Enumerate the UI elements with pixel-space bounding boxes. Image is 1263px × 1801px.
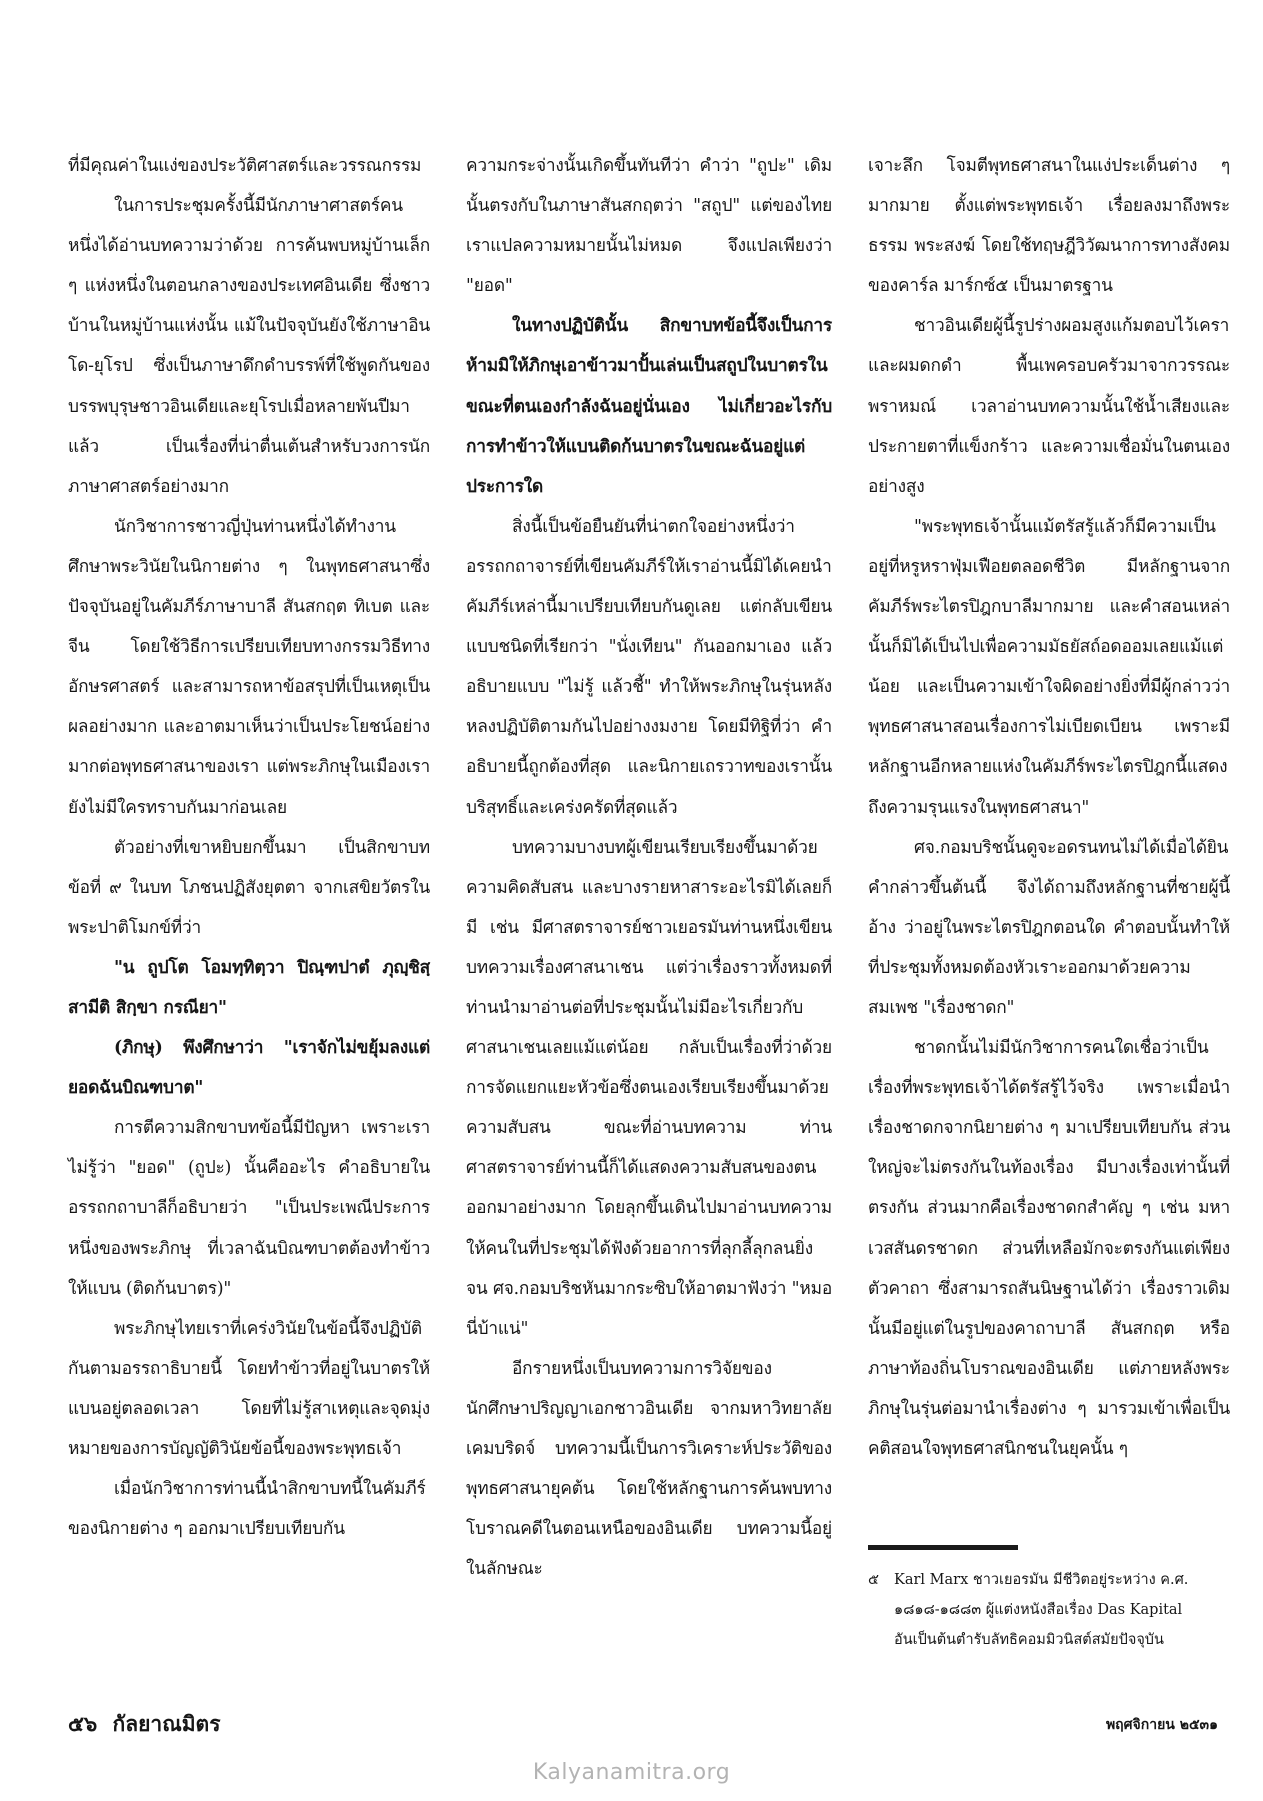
footnote-line-1: Karl Marx ชาวเยอรมัน มีชีวิตอยู่ระหว่าง ค.ศ.: [894, 1572, 1189, 1588]
paragraph: เจาะลึก โจมตีพุทธศาสนาในแง่ประเด็นต่าง ๆ มากมาย ตั้งแต่พระพุทธเจ้า เรื่อยลงมาถึงพระธรรม พระสงฆ์ โดยใช้ทฤษฎีวิวัฒนาการทางสังคมของคาร์ล มาร์กซ์๕ เป็นมาตรฐาน: [868, 156, 1230, 297]
paragraph: ที่มีคุณค่าในแง่ของประวัติศาสตร์และวรรณกรรม: [68, 156, 422, 176]
column-middle: [466, 146, 832, 1589]
paragraph: เมื่อนักวิชาการท่านนี้นำสิกขาบทนี้ในคัมภีร์ของนิกายต่าง ๆ ออกมาเปรียบเทียบกัน: [68, 1479, 426, 1540]
footnote-mark: ๕: [868, 1572, 879, 1588]
paragraph: พระภิกษุไทยเราที่เคร่งวินัยในข้อนี้จึงปฏิบัติกันตามอรรถาธิบายนี้ โดยทำข้าวที่อยู่ในบาตรให้แบนอยู่ตลอดเวลา โดยที่ไม่รู้สาเหตุและจุดมุ่งหมายของการบัญญัติวินัยข้อนี้ของพระพุทธเจ้า: [68, 1318, 430, 1459]
paragraph: ตัวอย่างที่เขาหยิบยกขึ้นมา เป็นสิกขาบท ข้อที่ ๙ ในบท โภชนปฏิสังยุตตา จากเสขิยวัตรในพระปาติโมกข์ที่ว่า: [68, 837, 430, 938]
paragraph: ศจ.กอมบริชนั้นดูจะอดรนทนไม่ได้เมื่อได้ยินคำกล่าวขึ้นต้นนี้ จึงได้ถามถึงหลักฐานที่ชายผู้นี้อ้าง ว่าอยู่ในพระไตรปิฎกตอนใด คำตอบนั้นทำให้ที่ประชุมทั้งหมดต้องหัวเราะออกมาด้วยความสมเพช "เรื่องชาดก": [868, 837, 1230, 1018]
paragraph: (ภิกษุ) พึงศึกษาว่า "เราจักไม่ขยุ้มลงแต่ยอดฉันบิณฑบาต": [68, 1038, 430, 1099]
paragraph: ความกระจ่างนั้นเกิดขึ้นทันทีว่า คำว่า "ถูปะ" เดิมนั้นตรงกับในภาษาสันสกฤตว่า "สถูป" แต่ของไทยเราแปลความหมายนั้นไม่หมด จึงแปลเพียงว่า "ยอด": [466, 156, 832, 297]
paragraph: "พระพุทธเจ้านั้นแม้ตรัสรู้แล้วก็มีความเป็นอยู่ที่หรูหราฟุ่มเฟือยตลอดชีวิต มีหลักฐานจากคัมภีร์พระไตรปิฎกบาลีมากมาย และคำสอนเหล่านั้นก็มิได้เป็นไปเพื่อความมัธยัสถ์อดออมเลยแม้แต่น้อย และเป็นความเข้าใจผิดอย่างยิ่งที่มีผู้กล่าวว่าพุทธศาสนาสอนเรื่องการไม่เบียดเบียน เพราะมีหลักฐานอีกหลายแห่งในคัมภีร์พระไตรปิฎกนี้แสดงถึงความรุนแรงในพุทธศาสนา": [868, 516, 1230, 818]
paragraph: การตีความสิกขาบทข้อนี้มีปัญหา เพราะเราไม่รู้ว่า "ยอด" (ถูปะ) นั้นคืออะไร คำอธิบายในอรรถกถาบาลีก็อธิบายว่า "เป็นประเพณีประการหนึ่งของพระภิกษุ ที่เวลาฉันบิณฑบาตต้องทำข้าวให้แบน (ติดก้นบาตร)": [68, 1118, 430, 1299]
footnote: [868, 1565, 1230, 1655]
footnote-line-3: อันเป็นต้นตำรับลัทธิคอมมิวนิสต์สมัยปัจจุบัน: [894, 1632, 1164, 1648]
footnote-divider: [868, 1545, 1018, 1550]
paragraph: นักวิชาการชาวญี่ปุ่นท่านหนึ่งได้ทำงานศึกษาพระวินัยในนิกายต่าง ๆ ในพุทธศาสนาซึ่งปัจจุบันอยู่ในคัมภีร์ภาษาบาลี สันสกฤต ทิเบต และจีน โดยใช้วิธีการเปรียบเทียบทางกรรมวิธีทางอักษรศาสตร์ และสามารถหาข้อสรุปที่เป็นเหตุเป็นผลอย่างมาก และอาตมาเห็นว่าเป็นประโยชน์อย่างมากต่อพุทธศาสนาของเรา แต่พระภิกษุในเมืองเรายังไม่มีใครทราบกันมาก่อนเลย: [68, 516, 430, 818]
page-number: ๕๖: [68, 1711, 98, 1736]
paragraph: สิ่งนี้เป็นข้อยืนยันที่น่าตกใจอย่างหนึ่งว่า อรรถกถาจารย์ที่เขียนคัมภีร์ให้เราอ่านนี้มิได้เคยนำคัมภีร์เหล่านี้มาเปรียบเทียบกันดูเลย แต่กลับเขียนแบบชนิดที่เรียกว่า "นั่งเทียน" กันออกมาเอง แล้วอธิบายแบบ "ไม่รู้ แล้วชี้" ทำให้พระภิกษุในรุ่นหลังหลงปฏิบัติตามกันไปอย่างงมงาย โดยมีทิฐิที่ว่า คำอธิบายนี้ถูกต้องที่สุด และนิกายเถรวาทของเรานั้นบริสุทธิ์และเคร่งครัดที่สุดแล้ว: [466, 516, 832, 818]
paragraph: ในทางปฏิบัตินั้น สิกขาบทข้อนี้จึงเป็นการห้ามมิให้ภิกษุเอาข้าวมาปั้นเล่นเป็นสถูปในบาตรในขณะที่ตนเองกำลังฉันอยู่นั่นเอง ไม่เกี่ยวอะไรกับการทำข้าวให้แบนติดก้นบาตรในขณะฉันอยู่แต่ประการใด: [466, 316, 832, 497]
column-right: [868, 146, 1230, 1469]
paragraph: "น ถูปโต โอมทฺทิตฺวา ปิณฺฑปาตํ ภุญฺชิสฺสามีติ สิกฺขา กรณียา": [68, 957, 430, 1018]
paragraph: ชาวอินเดียผู้นี้รูปร่างผอมสูงแก้มตอบไว้เคราและผมดกดำ พื้นเพครอบครัวมาจากวรรณะพราหมณ์ เวลาอ่านบทความนั้นใช้น้ำเสียงและประกายตาที่แข็งกร้าว และความเชื่อมั่นในตนเองอย่างสูง: [868, 316, 1230, 497]
footnote-line-2: ๑๘๑๘-๑๘๘๓ ผู้แต่งหนังสือเรื่อง Das Kapital: [894, 1602, 1183, 1618]
column-left: [68, 146, 430, 1549]
paragraph: ในการประชุมครั้งนี้มีนักภาษาศาสตร์คนหนึ่งได้อ่านบทความว่าด้วย การค้นพบหมู่บ้านเล็ก ๆ แห่งหนึ่งในตอนกลางของประเทศอินเดีย ซึ่งชาวบ้านในหมู่บ้านแห่งนั้น แม้ในปัจจุบันยังใช้ภาษาอินโด-ยุโรป ซึ่งเป็นภาษาดึกดำบรรพ์ที่ใช้พูดกันของบรรพบุรุษชาวอินเดียและยุโรปเมื่อหลายพันปีมาแล้ว เป็นเรื่องที่น่าตื่นเต้นสำหรับวงการนักภาษาศาสตร์อย่างมาก: [68, 196, 430, 497]
footer-left: [68, 1708, 228, 1741]
paragraph: บทความบางบทผู้เขียนเรียบเรียงขึ้นมาด้วยความคิดสับสน และบางรายหาสาระอะไรมิได้เลยก็มี เช่น มีศาสตราจารย์ชาวเยอรมันท่านหนึ่งเขียนบทความเรื่องศาสนาเชน แต่ว่าเรื่องราวทั้งหมดที่ท่านนำมาอ่านต่อที่ประชุมนั้นไม่มีอะไรเกี่ยวกับศาสนาเชนเลยแม้แต่น้อย กลับเป็นเรื่องที่ว่าด้วยการจัดแยกแยะหัวข้อซึ่งตนเองเรียบเรียงขึ้นมาด้วยความสับสน ขณะที่อ่านบทความ ท่านศาสตราจารย์ท่านนี้ก็ได้แสดงความสับสนของตนออกมาอย่างมาก โดยลุกขึ้นเดินไปมาอ่านบทความให้คนในที่ประชุมได้ฟังด้วยอาการที่ลุกลี้ลุกลนยิ่ง จน ศจ.กอมบริชหันมากระซิบให้อาตมาฟังว่า "หมอนี่บ้าแน่": [466, 837, 832, 1339]
paragraph: อีกรายหนึ่งเป็นบทความการวิจัยของนักศึกษาปริญญาเอกชาวอินเดีย จากมหาวิทยาลัยเคมบริดจ์ บทความนี้เป็นการวิเคราะห์ประวัติของพุทธศาสนายุคต้น โดยใช้หลักฐานการค้นพบทางโบราณคดีในตอนเหนือของอินเดีย บทความนี้อยู่ในลักษณะ: [466, 1358, 832, 1580]
paragraph: ชาดกนั้นไม่มีนักวิชาการคนใดเชื่อว่าเป็นเรื่องที่พระพุทธเจ้าได้ตรัสรู้ไว้จริง เพราะเมื่อนำเรื่องชาดกจากนิยายต่าง ๆ มาเปรียบเทียบกัน ส่วนใหญ่จะไม่ตรงกันในท้องเรื่อง มีบางเรื่องเท่านั้นที่ตรงกัน ส่วนมากคือเรื่องชาดกสำคัญ ๆ เช่น มหาเวสสันดรชาดก ส่วนที่เหลือมักจะตรงกันแต่เพียงตัวคาถา ซึ่งสามารถสันนิษฐานได้ว่า เรื่องราวเดิมนั้นมีอยู่แต่ในรูปของคาถาบาลี สันสกฤต หรือภาษาท้องถิ่นโบราณของอินเดีย แต่ภายหลังพระภิกษุในรุ่นต่อมานำเรื่องต่าง ๆ มารวมเข้าเพื่อเป็นคติสอนใจพุทธศาสนิกชนในยุคนั้น ๆ: [868, 1038, 1230, 1459]
issue-date: พฤศจิกายน ๒๕๓๑: [1105, 1717, 1218, 1733]
magazine-title: กัลยาณมิตร: [112, 1711, 221, 1736]
watermark: Kalyanamitra.org: [532, 1760, 731, 1785]
